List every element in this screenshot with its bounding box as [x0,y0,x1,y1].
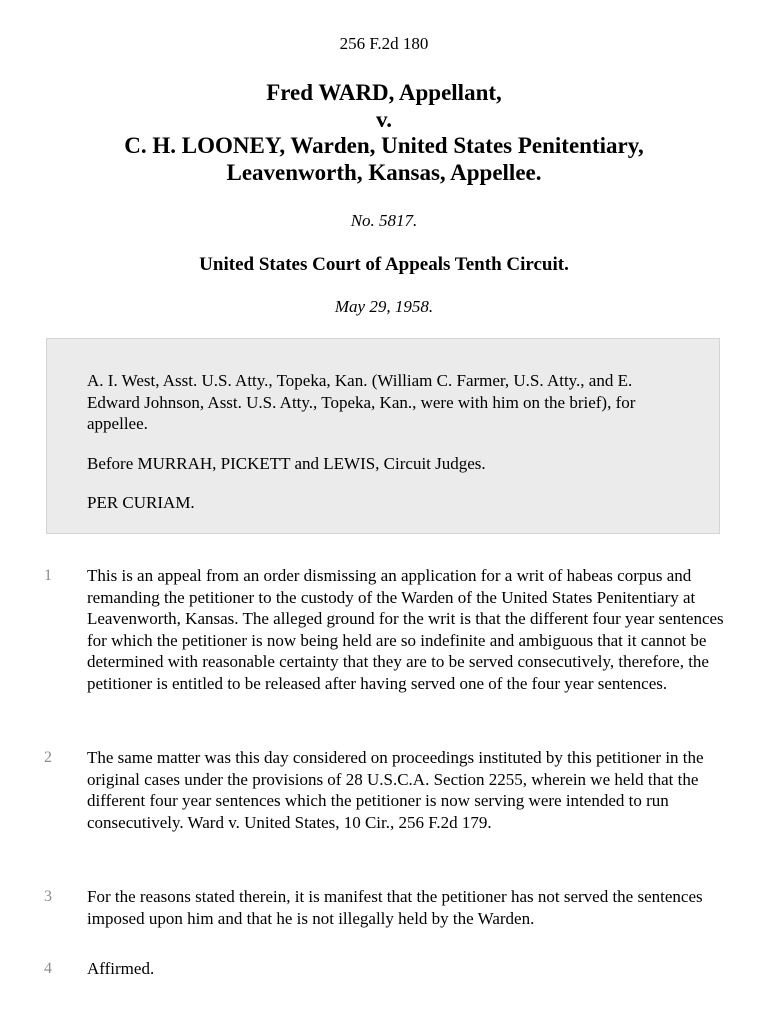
decision-date: May 29, 1958. [334,297,434,316]
paragraph-number: 3 [44,888,52,905]
paragraph-text: This is an appeal from an order dismissing an application for a writ of habeas corpus and remanding the petitioner to the custody of the Warden of the United States Penitentiary at Leavenworth, Kansas. The alleged ground for the writ is that the different four year sentences for which the petitioner is now being held are so indefinite and ambiguous that it cannot be determined with reasonable certainty that they are to be served consecutively, therefore, the petitioner is entitled to be released after having served one of the four year sentences. [87,566,724,693]
author-text: PER CURIAM. [87,493,195,512]
paragraph-number: 4 [44,960,52,977]
paragraph-number: 2 [44,749,52,766]
caption-appellant: Fred WARD, Appellant, [266,80,502,105]
counsel-text: A. I. West, Asst. U.S. Atty., Topeka, Kan. (William C. Farmer, U.S. Atty., and E. Edward Johnson, Asst. U.S. Atty., Topeka, Kan., were with him on the brief), for appellee. [87,371,636,433]
opinion-header-box [46,338,720,534]
case-caption [0,80,768,186]
paragraph-text: Affirmed. [87,959,155,978]
caption-appellee-line1: C. H. LOONEY, Warden, United States Penitentiary, [124,133,644,158]
paragraph-text: For the reasons stated therein, it is manifest that the petitioner has not served the sentences imposed upon him and that he is not illegally held by the Warden. [87,887,703,928]
paragraph-text: The same matter was this day considered on proceedings instituted by this petitioner in the original cases under the provisions of 28 U.S.C.A. Section 2255, wherein we held that the different four year sentences which the petitioner is now serving were intended to run consecutively. Ward v. United States, 10 Cir., 256 F.2d 179. [87,748,704,832]
caption-appellee-line2: Leavenworth, Kansas, Appellee. [226,159,542,185]
court-name: United States Court of Appeals Tenth Circuit. [199,254,569,275]
panel-text: Before MURRAH, PICKETT and LEWIS, Circuit Judges. [87,453,486,473]
docket-number: No. 5817. [350,211,418,230]
caption-versus: v. [376,106,392,132]
paragraph-number: 1 [44,567,52,584]
citation: 256 F.2d 180 [339,34,429,53]
